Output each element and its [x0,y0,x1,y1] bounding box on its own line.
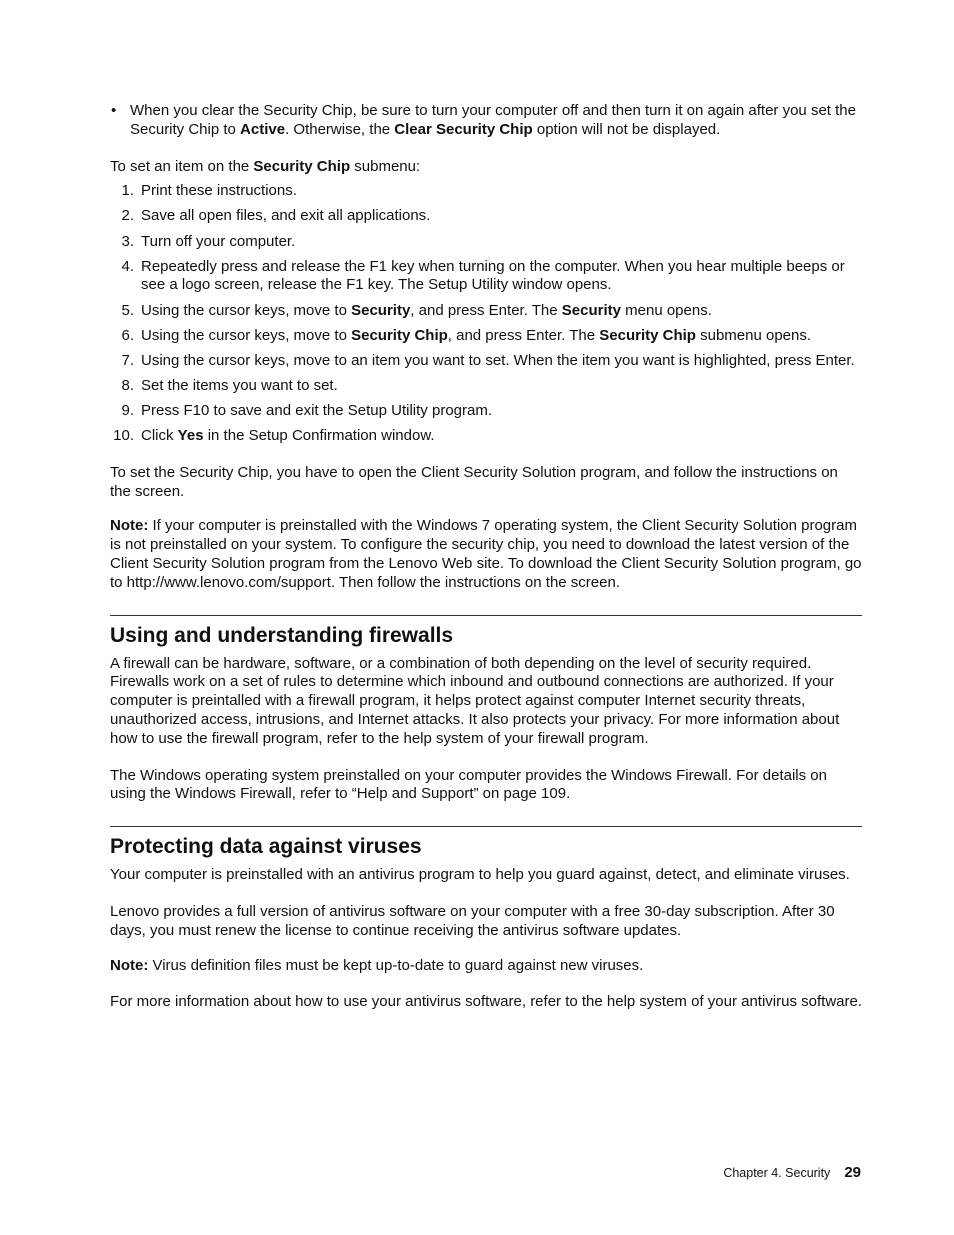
firewalls-paragraph-2: The Windows operating system preinstalled on your computer provides the Windows Firewall. For details on using the Windows Firewall, refer to “Help and Support” on page 109. [110,766,827,803]
viruses-paragraph-3: For more information about how to use your antivirus software, refer to the help system of your antivirus software. [110,993,862,1011]
note-virus-definitions: Note: Virus definition files must be kept up-to-date to guard against new viruses. [110,956,644,974]
step-item: 3. Turn off your computer. [121,232,296,250]
section-heading-viruses: Protecting data against viruses [110,835,422,859]
step-item: 8. Set the items you want to set. [121,376,338,394]
step-item: 10. Click Yes in the Setup Confirmation window. [113,427,435,445]
viruses-paragraph-2: Lenovo provides a full version of antivirus software on your computer with a free 30-day subscription. After 30 days, you must renew the license to continue receiving the antivirus software updates. [110,902,835,939]
note-label: Note: [110,956,149,974]
footer-chapter: Chapter 4. Security [723,1166,831,1180]
security-chip-paragraph: To set the Security Chip, you have to open the Client Security Solution program, and follow the instructions on the screen. [110,463,838,500]
bullet-marker: • [111,102,117,119]
section-firewalls [110,615,862,805]
firewalls-paragraph-1: A firewall can be hardware, software, or a combination of both depending on the level of security required. Firewalls work on a set of rules to determine which inbound and outbound connections are authorized. If your computer is preintalled with a firewall program, it helps protect against computer Internet security threats, unauthorized access, intrusions, and Internet attacks. It also protects your privacy. For more information about how to use the firewall program, refer to the help system of your firewall program. [110,654,840,747]
note-windows7: Note: If your computer is preinstalled with the Windows 7 operating system, the Client Security Solution program is not preinstalled on your system. To configure the security chip, you need to download the latest version of the Client Security Solution program from the Lenovo Web site. To download the Client Security Solution program, go to http://www.lenovo.com/support. Then follow the instructions on the screen. [110,517,862,591]
page-footer [723,1163,861,1183]
section-viruses [110,826,862,1012]
step-item: 2. Save all open files, and exit all applications. [121,207,431,225]
viruses-paragraph-1: Your computer is preinstalled with an antivirus program to help you guard against, detect, and eliminate viruses. [110,866,850,884]
note-label: Note: [110,517,149,535]
page-number: 29 [844,1164,861,1181]
step-item: 4. Repeatedly press and release the F1 key when turning on the computer. When you hear multiple beeps or see a logo screen, release the F1 key. The Setup Utility window opens. [121,257,845,294]
page-content [110,102,862,1012]
step-item: 5. Using the cursor keys, move to Security, and press Enter. The Security menu opens. [121,301,712,319]
section-heading-firewalls: Using and understanding firewalls [110,623,454,647]
bullet-item-clear-chip: • When you clear the Security Chip, be sure to turn your computer off and then turn it on again after you set the Security Chip to Active. Otherwise, the Clear Security Chip option will not be displayed. [111,102,856,138]
steps-intro: To set an item on the Security Chip submenu: [110,157,421,175]
step-item: 1. Print these instructions. [121,182,297,200]
steps-list [110,182,862,445]
step-item: 9. Press F10 to save and exit the Setup Utility program. [121,401,492,419]
bullet-list [110,102,862,140]
step-item: 6. Using the cursor keys, move to Security Chip, and press Enter. The Security Chip submenu opens. [121,326,812,344]
step-item: 7. Using the cursor keys, move to an item you want to set. When the item you want is highlighted, press Enter. [121,351,855,369]
